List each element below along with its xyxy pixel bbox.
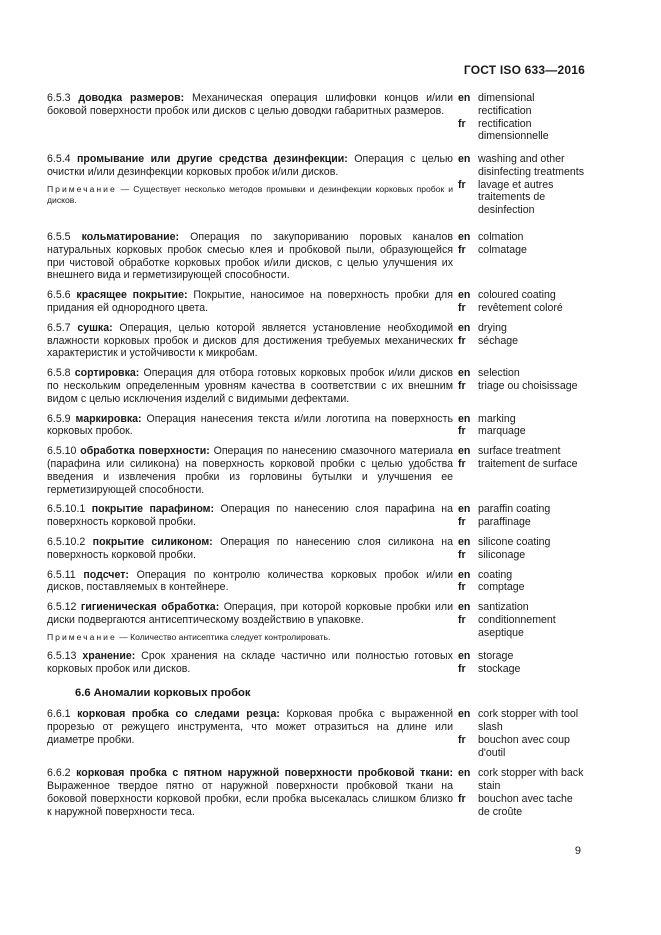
term-number: 6.6.2 bbox=[47, 767, 71, 780]
note-label: Примечание bbox=[47, 183, 117, 194]
english-term: silicone coating bbox=[478, 535, 551, 548]
term-number: 6.5.10 bbox=[47, 445, 77, 458]
term-number: 6.5.3 bbox=[47, 92, 71, 104]
definition-text: Операция по нанесению смазочного материала (парафина или силикона) на поверхность корковой пробки с целью удобства введения и извлечения пробки из горловины бутылки и улучшения ее герметизирующей способности. bbox=[47, 445, 453, 496]
lang-code-en: en bbox=[458, 445, 471, 458]
english-equivalent bbox=[458, 503, 587, 516]
term-definition bbox=[47, 413, 453, 439]
definition-text: Механическая операция шлифовки концов и/или боковой поверхности пробок или дисков с целью доводки габаритных размеров. bbox=[47, 92, 454, 117]
term-number: 6.5.10.1 bbox=[47, 503, 86, 516]
lang-code-en: en bbox=[458, 649, 471, 662]
term-entry bbox=[47, 445, 587, 496]
lang-code-en: en bbox=[458, 767, 471, 780]
term-definition bbox=[47, 536, 453, 562]
translations bbox=[458, 413, 587, 439]
term-number: 6.5.9 bbox=[47, 412, 71, 425]
translations bbox=[458, 231, 587, 257]
english-term: coloured coating bbox=[478, 289, 556, 302]
english-term: colmation bbox=[478, 231, 524, 243]
english-equivalent bbox=[458, 322, 587, 335]
lang-code-fr: fr bbox=[458, 425, 466, 438]
definition-text: Операция с целью очистки и/или дезинфекции корковых пробок и/или дисков. bbox=[47, 153, 453, 178]
term-entry bbox=[47, 708, 587, 759]
french-equivalent bbox=[458, 118, 587, 144]
lang-code-fr: fr bbox=[458, 733, 466, 746]
term-definition bbox=[47, 650, 453, 676]
translations bbox=[458, 650, 587, 676]
lang-code-fr: fr bbox=[458, 334, 466, 347]
english-equivalent bbox=[458, 289, 587, 302]
lang-code-en: en bbox=[458, 231, 471, 243]
lang-code-en: en bbox=[458, 92, 471, 104]
term-definition bbox=[47, 767, 453, 818]
terms-group-6-5 bbox=[47, 92, 587, 675]
term-entry bbox=[47, 413, 587, 439]
english-equivalent bbox=[458, 413, 587, 426]
french-term: lavage et autres traitements de desinfection bbox=[478, 178, 554, 217]
term-name: хранение: bbox=[82, 649, 136, 662]
french-term: rectification dimensionnelle bbox=[478, 117, 549, 143]
term-number: 6.5.12 bbox=[47, 601, 77, 614]
lang-code-en: en bbox=[458, 289, 471, 302]
definition-text: Покрытие, наносимое на поверхность пробки для придания ей однородного цвета. bbox=[47, 289, 453, 314]
standard-header: ГОСТ ISO 633—2016 bbox=[463, 63, 585, 77]
term-name: покрытие силиконом: bbox=[92, 535, 213, 548]
french-equivalent bbox=[458, 549, 587, 562]
french-term: stockage bbox=[478, 662, 521, 675]
lang-code-fr: fr bbox=[458, 548, 466, 561]
english-term: surface treatment bbox=[478, 445, 561, 458]
term-entry bbox=[47, 231, 587, 282]
term-name: корковая пробка с пятном наружной поверхности пробковой ткани: bbox=[76, 767, 453, 780]
french-term: marquage bbox=[478, 425, 526, 438]
translations bbox=[458, 445, 587, 471]
term-note bbox=[47, 184, 453, 206]
english-equivalent bbox=[458, 445, 587, 458]
lang-code-fr: fr bbox=[458, 581, 466, 594]
definition-text: Операция, целью которой является установление необходимой влажности корковых пробок и дисков для достижения требуемых механических характеристик и устойчивости к микробам. bbox=[47, 321, 453, 360]
term-number: 6.5.6 bbox=[47, 289, 71, 302]
lang-code-en: en bbox=[458, 601, 471, 614]
lang-code-fr: fr bbox=[458, 613, 466, 626]
definition-text: Операция, при которой корковые пробки или диски подвергаются антисептическому воздействию в упаковке. bbox=[47, 601, 453, 626]
lang-code-en: en bbox=[458, 568, 471, 581]
document-body bbox=[47, 92, 587, 819]
term-entry bbox=[47, 367, 587, 405]
definition-text: Выраженное твердое пятно от наружной поверхности пробковой ткани на боковой поверхности корковой пробки, если пробка высекалась слишком близко к наружной поверхности теса. bbox=[47, 780, 453, 818]
french-equivalent bbox=[458, 614, 587, 640]
definition-text: Операция нанесения текста и/или логотипа на поверхность корковых пробок. bbox=[47, 412, 453, 438]
french-term: revêtement coloré bbox=[478, 301, 563, 314]
term-entry bbox=[47, 767, 587, 818]
term-definition bbox=[47, 503, 453, 529]
english-term: marking bbox=[478, 412, 516, 425]
translations bbox=[458, 536, 587, 562]
section-number: 6.6 bbox=[75, 687, 91, 700]
term-definition bbox=[47, 231, 453, 282]
french-term: traitement de surface bbox=[478, 457, 578, 470]
term-definition bbox=[47, 92, 453, 118]
french-term: bouchon avec coup d'outil bbox=[478, 733, 570, 759]
term-number: 6.5.7 bbox=[47, 321, 71, 334]
term-definition bbox=[47, 601, 453, 627]
term-name: покрытие парафином: bbox=[91, 503, 215, 516]
term-definition bbox=[47, 569, 453, 595]
english-term: dimensional rectification bbox=[478, 92, 535, 117]
term-definition bbox=[47, 367, 453, 405]
translations bbox=[458, 601, 587, 639]
term-definition bbox=[47, 153, 453, 179]
term-name: промывание или другие средства дезинфекции: bbox=[77, 153, 348, 165]
english-equivalent bbox=[458, 569, 587, 582]
term-entry bbox=[47, 503, 587, 529]
translations bbox=[458, 708, 587, 759]
term-name: сушка: bbox=[77, 321, 113, 334]
english-term: storage bbox=[478, 649, 514, 662]
english-equivalent bbox=[458, 153, 587, 179]
term-definition bbox=[47, 322, 453, 360]
french-equivalent bbox=[458, 425, 587, 438]
french-equivalent bbox=[458, 302, 587, 315]
english-term: washing and other disinfecting treatments bbox=[478, 153, 584, 178]
term-entry bbox=[47, 322, 587, 360]
note-text: — Количество антисептика следует контролировать. bbox=[119, 631, 331, 642]
term-number: 6.5.5 bbox=[47, 231, 71, 243]
lang-code-fr: fr bbox=[458, 457, 466, 470]
french-term: paraffinage bbox=[478, 516, 531, 529]
term-name: сортировка: bbox=[74, 367, 140, 380]
term-name: подсчет: bbox=[83, 568, 129, 581]
section-heading bbox=[47, 687, 587, 699]
english-equivalent bbox=[458, 601, 587, 614]
definition-text: Операция для отбора готовых корковых пробок и/или дисков по нескольким определенным уровням качества в соответствии с их внешним видом с целью исключения изделий с видимыми дефектами. bbox=[47, 367, 454, 405]
translations bbox=[458, 367, 587, 393]
french-term: bouchon avec tache de croûte bbox=[478, 792, 573, 818]
term-entry bbox=[47, 569, 587, 595]
term-name: корковая пробка со следами резца: bbox=[77, 708, 280, 721]
term-entry bbox=[47, 536, 587, 562]
term-number: 6.5.10.2 bbox=[47, 535, 86, 548]
term-name: обработка поверхности: bbox=[80, 445, 210, 458]
french-equivalent bbox=[458, 663, 587, 676]
term-name: красящее покрытие: bbox=[76, 289, 188, 302]
french-term: conditionnement aseptique bbox=[478, 613, 556, 639]
french-term: triage ou choisissage bbox=[478, 379, 578, 392]
french-equivalent bbox=[458, 380, 587, 393]
english-equivalent bbox=[458, 650, 587, 663]
definition-text: Корковая пробка с выраженной прорезью от режущего инструмента, что может отразиться на длине или диаметре пробки. bbox=[47, 708, 453, 746]
french-term: colmatage bbox=[478, 243, 527, 256]
english-equivalent bbox=[458, 231, 587, 244]
french-equivalent bbox=[458, 734, 587, 760]
english-equivalent bbox=[458, 536, 587, 549]
english-term: paraffin coating bbox=[478, 503, 551, 516]
lang-code-en: en bbox=[458, 503, 471, 516]
term-entry bbox=[47, 650, 587, 676]
english-equivalent bbox=[458, 767, 587, 793]
translations bbox=[458, 289, 587, 315]
french-equivalent bbox=[458, 458, 587, 471]
lang-code-en: en bbox=[458, 367, 471, 380]
term-name: маркировка: bbox=[75, 412, 142, 425]
term-number: 6.5.11 bbox=[47, 568, 76, 581]
term-name: кольматирование: bbox=[81, 231, 180, 243]
lang-code-fr: fr bbox=[458, 117, 466, 130]
translations bbox=[458, 569, 587, 595]
definition-text: Операция по нанесению слоя парафина на поверхность корковой пробки. bbox=[47, 503, 453, 529]
definition-text: Операция по контролю количества корковых пробок и/или дисков, поставляемых в контейнере. bbox=[47, 568, 454, 594]
term-definition bbox=[47, 289, 453, 315]
definition-text: Операция по закупориванию поровых каналов натуральных корковых пробок смесью клея и пробковой пыли, образующейся при чистовой обработке корковых пробок и/или дисков, с целью улучшения их внешнего вида и герметизирующей способности. bbox=[47, 231, 453, 282]
term-number: 6.5.4 bbox=[47, 153, 71, 165]
definition-text: Операция по нанесению слоя силикона на поверхность корковой пробки. bbox=[47, 535, 453, 561]
english-term: drying bbox=[478, 321, 507, 334]
term-note bbox=[47, 632, 453, 643]
french-equivalent bbox=[458, 335, 587, 348]
section-title: Аномалии корковых пробок bbox=[93, 687, 251, 700]
lang-code-en: en bbox=[458, 412, 471, 425]
term-number: 6.6.1 bbox=[47, 708, 71, 721]
term-number: 6.5.13 bbox=[47, 649, 77, 662]
french-term: siliconage bbox=[478, 548, 526, 561]
english-term: cork stopper with back stain bbox=[478, 767, 584, 793]
term-definition bbox=[47, 445, 453, 496]
english-equivalent bbox=[458, 92, 587, 118]
term-name: доводка размеров: bbox=[78, 92, 185, 104]
french-term: séchage bbox=[478, 334, 519, 347]
translations bbox=[458, 322, 587, 348]
french-equivalent bbox=[458, 244, 587, 257]
term-number: 6.5.8 bbox=[47, 367, 71, 380]
lang-code-fr: fr bbox=[458, 792, 466, 805]
english-term: cork stopper with tool slash bbox=[478, 708, 579, 734]
translations bbox=[458, 767, 587, 818]
english-equivalent bbox=[458, 708, 587, 734]
note-text: — Существует несколько методов промывки и дезинфекции корковых пробок и дисков. bbox=[47, 183, 454, 205]
lang-code-fr: fr bbox=[458, 243, 466, 256]
lang-code-en: en bbox=[458, 321, 471, 334]
english-term: santization bbox=[478, 601, 529, 614]
lang-code-en: en bbox=[458, 535, 471, 548]
lang-code-fr: fr bbox=[458, 301, 466, 314]
english-term: selection bbox=[478, 367, 520, 380]
french-equivalent bbox=[458, 179, 587, 217]
french-equivalent bbox=[458, 581, 587, 594]
term-entry bbox=[47, 601, 587, 643]
lang-code-fr: fr bbox=[458, 379, 466, 392]
translations bbox=[458, 503, 587, 529]
term-name: гигиеническая обработка: bbox=[80, 601, 220, 614]
term-entry bbox=[47, 153, 587, 217]
french-equivalent bbox=[458, 516, 587, 529]
term-entry bbox=[47, 289, 587, 315]
note-label: Примечание bbox=[47, 631, 117, 642]
term-entry bbox=[47, 92, 587, 143]
lang-code-fr: fr bbox=[458, 662, 466, 675]
lang-code-fr: fr bbox=[458, 516, 466, 529]
english-equivalent bbox=[458, 367, 587, 380]
lang-code-en: en bbox=[458, 708, 471, 721]
french-equivalent bbox=[458, 793, 587, 819]
page-number: 9 bbox=[574, 845, 581, 857]
translations bbox=[458, 153, 587, 217]
lang-code-fr: fr bbox=[458, 178, 466, 191]
definition-text: Срок хранения на складе частично или полностью готовых корковых пробок или дисков. bbox=[47, 649, 453, 675]
french-term: comptage bbox=[478, 581, 525, 594]
lang-code-en: en bbox=[458, 153, 471, 165]
translations bbox=[458, 92, 587, 143]
term-definition bbox=[47, 708, 453, 746]
english-term: coating bbox=[478, 568, 513, 581]
terms-group-6-6 bbox=[47, 708, 587, 818]
